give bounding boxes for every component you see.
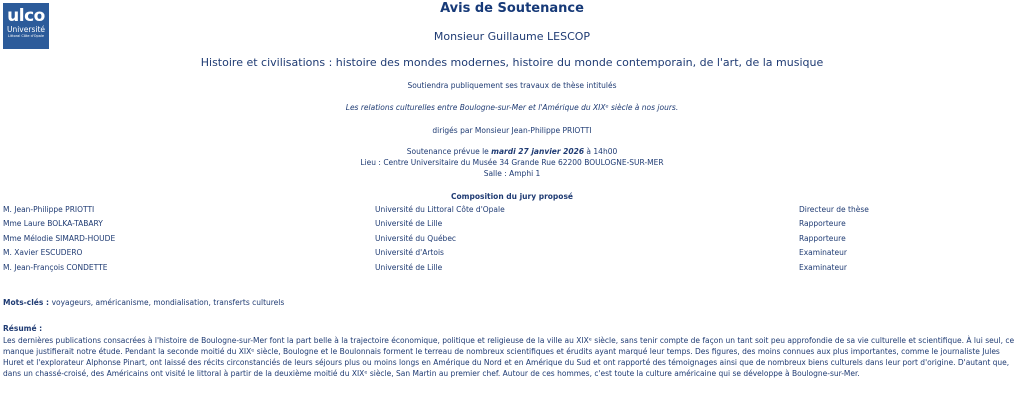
jury-row: [0, 248, 1024, 260]
resume-text: Les dernières publications consacrées à l'histoire de Boulogne-sur-Mer font la part belle à la trajectoire économique, politique et religieuse de la ville au XIXᵉ siècle, sans tenir compte de façon un tant soit peu approfondie de sa vie culturelle et scientifique. À lui seul, ce manque justifierait notre étude. Pendant la seconde moitié du XIXᵉ siècle, Boulogne et le Boulonnais forment le terreau de nombreux scientifiques et érudits ayant marqué leur temps. Des figures, des moins connues aux plus importantes, comme le journaliste Jules Huret et l'explorateur Alphonse Pinart, ont laissé des récits circonstanciés de leurs séjours plus ou moins longs en Amérique du Nord et en Amérique du Sud et ont rapporté des témoignages ainsi que de nombreux biens culturels dans leur port d'origine. D'autant que, dans un chassé-croisé, des Américains ont visité le littoral à partir de la deuxième moitié du XIXᵉ siècle, San Martin au premier chef. Autour de ces hommes, c'est toute la culture américaine qui se développe à Boulogne-sur-Mer.: [3, 336, 1015, 378]
speciality: Histoire et civilisations : histoire des mondes modernes, histoire du monde contemporain, de l'art, de la musique: [200, 56, 824, 69]
jury-member-name: M. Jean-Philippe PRIOTTI: [3, 205, 95, 214]
keywords-label: Mots-clés :: [3, 298, 52, 307]
page-title: Avis de Soutenance: [440, 1, 584, 16]
jury-member-role: Directeur de thèse: [799, 205, 869, 214]
defense-location: Lieu : Centre Universitaire du Musée 34 Grande Rue 62200 BOULOGNE-SUR-MER: [360, 158, 664, 167]
thesis-intro: Soutiendra publiquement ses travaux de thèse intitulés: [407, 81, 617, 90]
defense-room: Salle : Amphi 1: [483, 169, 541, 178]
keywords: [3, 298, 284, 307]
jury-member-role: Examinateur: [799, 263, 847, 272]
jury-row: [0, 263, 1024, 275]
jury-member-institution: Université du Littoral Côte d'Opale: [375, 205, 505, 214]
jury-title: Composition du jury proposé: [450, 192, 573, 201]
jury-member-role: Rapporteure: [799, 234, 846, 243]
candidate-name: Monsieur Guillaume LESCOP: [433, 30, 591, 43]
jury-row: [0, 234, 1024, 246]
jury-row: [0, 205, 1024, 217]
jury-member-institution: Université d'Artois: [375, 248, 444, 257]
defense-date-line: [0, 147, 1024, 156]
defense-date: mardi 27 janvier 2026: [491, 147, 585, 156]
logo-tagline: Littoral Côte d'Opale: [7, 34, 45, 38]
logo-mark: ulco: [7, 6, 45, 26]
jury-member-role: Examinateur: [799, 248, 847, 257]
defense-date-prefix: Soutenance prévue le: [406, 147, 492, 156]
thesis-title: Les relations culturelles entre Boulogne-sur-Mer et l'Amérique du XIXᵉ siècle à nos jours.: [345, 103, 679, 112]
logo-name: Université: [6, 25, 45, 34]
jury-member-name: M. Xavier ESCUDERO: [3, 248, 83, 257]
defense-date-suffix: à 14h00: [584, 147, 618, 156]
jury-row: [0, 219, 1024, 231]
jury-member-institution: Université du Québec: [375, 234, 457, 243]
jury-member-institution: Université de Lille: [375, 219, 443, 228]
thesis-director: dirigés par Monsieur Jean-Philippe PRIOTTI: [432, 126, 592, 135]
jury-member-name: Mme Mélodie SIMARD-HOUDE: [3, 234, 116, 243]
jury-member-name: M. Jean-François CONDETTE: [3, 263, 108, 272]
resume-label: Résumé :: [3, 324, 43, 333]
keywords-value: voyageurs, américanisme, mondialisation, transferts culturels: [51, 298, 285, 307]
jury-member-name: Mme Laure BOLKA-TABARY: [3, 219, 103, 228]
jury-member-role: Rapporteure: [799, 219, 846, 228]
jury-member-institution: Université de Lille: [375, 263, 443, 272]
